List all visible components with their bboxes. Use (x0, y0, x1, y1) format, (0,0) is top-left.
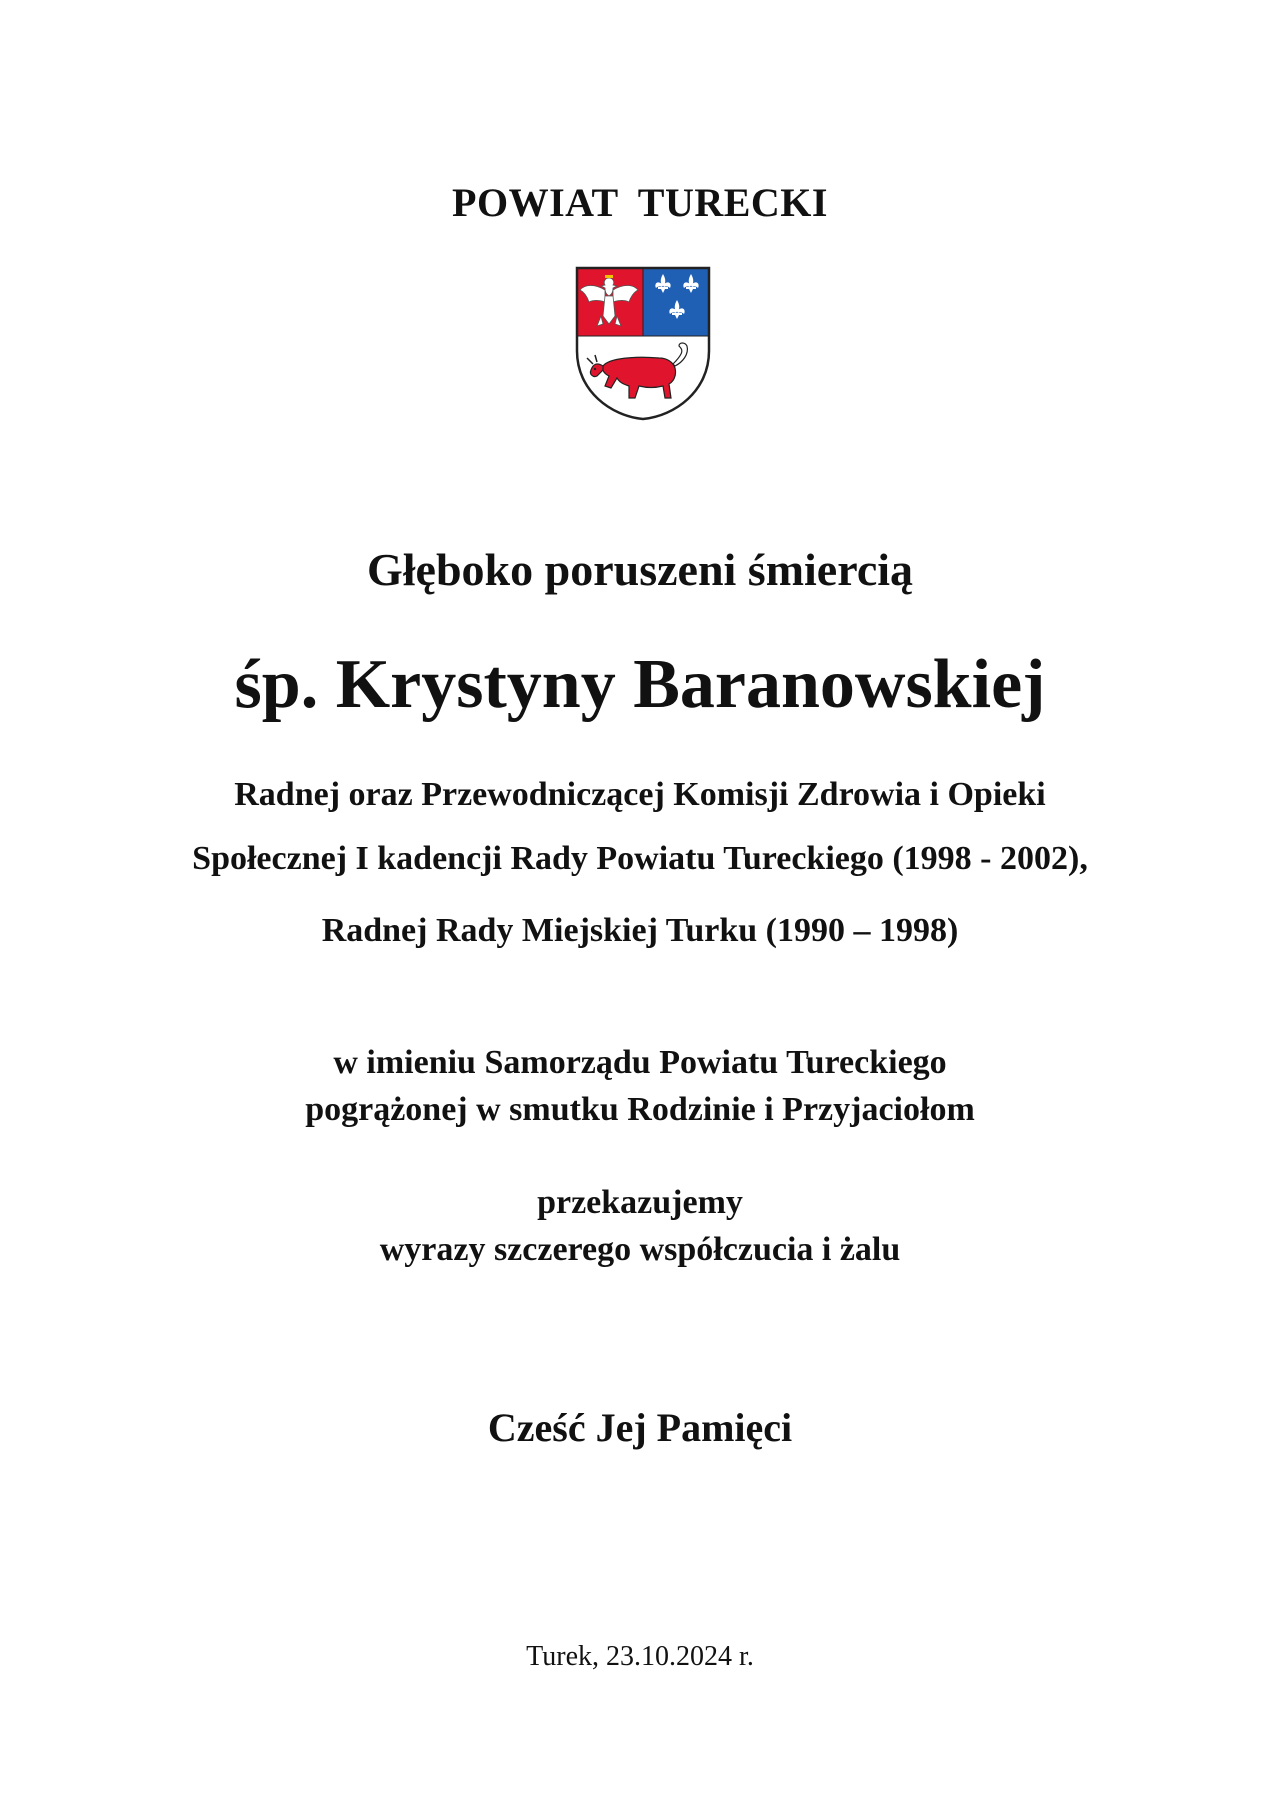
role-line-1: Radnej oraz Przewodniczącej Komisji Zdrowia i Opieki (234, 776, 1046, 813)
on-behalf-line-2: pogrążonej w smutku Rodzinie i Przyjaciołom (305, 1091, 975, 1128)
deceased-name: śp. Krystyny Baranowskiej (234, 646, 1046, 723)
honor-line: Cześć Jej Pamięci (487, 1405, 793, 1450)
condolence-line-1: przekazujemy (537, 1184, 743, 1221)
coat-of-arms-icon (575, 266, 711, 421)
role-line-2: Społecznej I kadencji Rady Powiatu Tureckiego (1998 - 2002), (192, 840, 1088, 877)
page-title: POWIAT TURECKI (452, 180, 828, 225)
intro-line: Głęboko poruszeni śmiercią (366, 544, 914, 595)
on-behalf-line-1: w imieniu Samorządu Powiatu Tureckiego (333, 1044, 947, 1081)
role-line-3: Radnej Rady Miejskiej Turku (1990 – 1998) (321, 912, 959, 949)
place-date: Turek, 23.10.2024 r. (526, 1641, 754, 1672)
condolence-line-2: wyrazy szczerego współczucia i żalu (379, 1231, 901, 1268)
